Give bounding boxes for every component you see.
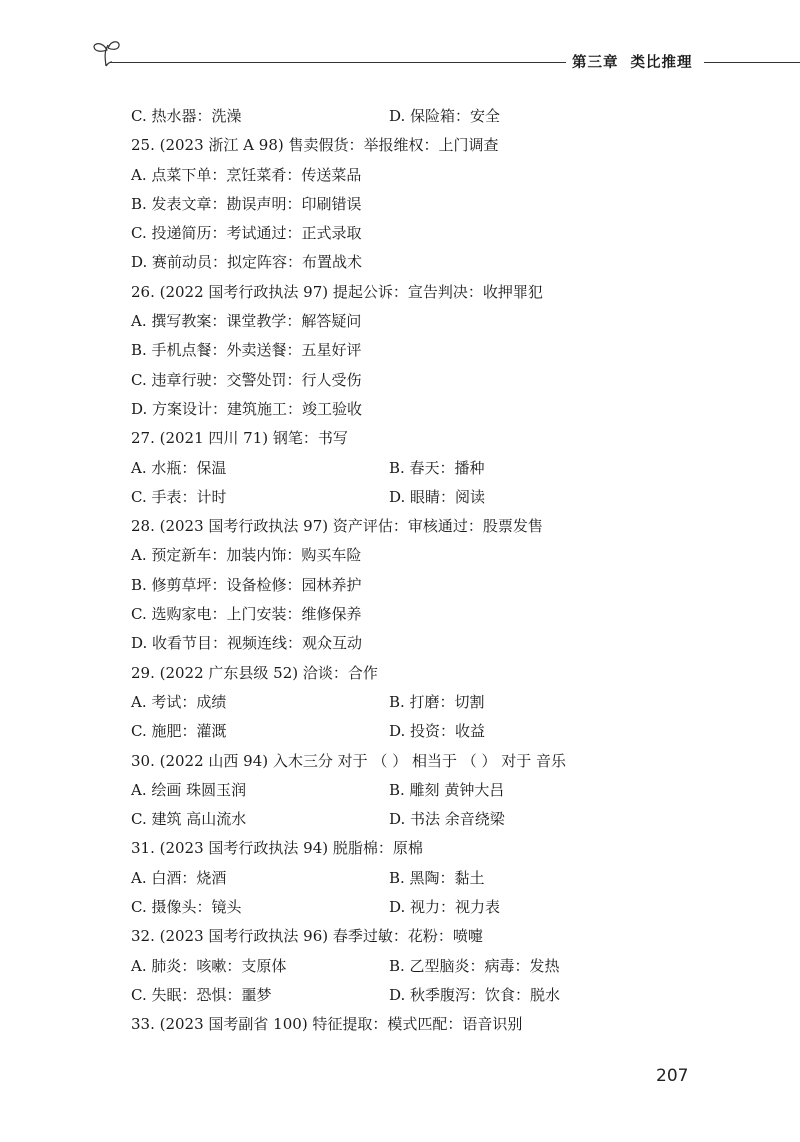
option-line: B. 手机点餐：外卖送餐：五星好评 (131, 341, 362, 360)
question-stem: 29. (2022 广东县级 52) 洽谈：合作 (131, 663, 378, 682)
question-stem: 26. (2022 国考行政执法 97) 提起公诉：宣告判决：收押罪犯 (131, 282, 543, 301)
option-line: B. 发表文章：勘误声明：印刷错误 (131, 194, 362, 213)
option-row (131, 776, 711, 805)
option-right: D. 视力：视力表 (389, 898, 501, 917)
option-right: D. 投资：收益 (389, 722, 486, 741)
option-right: D. 秋季腹泻：饮食：脱水 (389, 985, 561, 1004)
chapter-heading (566, 51, 699, 72)
option-row (131, 688, 711, 717)
header-rule-left (110, 62, 638, 63)
option-right: B. 黑陶：黏土 (389, 868, 485, 887)
question-stem: 30. (2022 山西 94) 入木三分 对于 （ ） 相当于 （ ） 对于 音乐 (131, 751, 567, 770)
option-left: A. 考试：成绩 (131, 692, 227, 711)
option-left: A. 白酒：烧酒 (131, 868, 227, 887)
option-left: A. 肺炎：咳嗽：支原体 (131, 956, 287, 975)
option-right: B. 打磨：切割 (389, 692, 485, 711)
option-line: C. 违章行驶：交警处罚：行人受伤 (131, 370, 362, 389)
option-line: D. 赛前动员：拟定阵容：布置战术 (131, 253, 363, 272)
option-left: C. 建筑 高山流水 (131, 810, 247, 829)
option-row (131, 864, 711, 893)
question-list (131, 102, 711, 1040)
header-rule-right (704, 62, 800, 63)
option-row (131, 454, 711, 483)
option-right: B. 乙型脑炎：病毒：发热 (389, 956, 560, 975)
option-row (131, 981, 711, 1010)
option-line: D. 方案设计：建筑施工：竣工验收 (131, 399, 363, 418)
option-line: B. 修剪草坪：设备检修：园林养护 (131, 575, 362, 594)
sprout-icon (88, 36, 128, 72)
option-right: D. 书法 余音绕梁 (389, 810, 505, 829)
question-stem: 28. (2023 国考行政执法 97) 资产评估：审核通过：股票发售 (131, 517, 543, 536)
option-line: C. 选购家电：上门安装：维修保养 (131, 605, 362, 624)
option-line: A. 点菜下单：烹饪菜肴：传送菜品 (131, 165, 362, 184)
option-row (131, 952, 711, 981)
option-row (131, 805, 711, 834)
option-left: A. 绘画 珠圆玉润 (131, 780, 247, 799)
option-line: A. 撰写教案：课堂教学：解答疑问 (131, 312, 362, 331)
option-left: C. 失眠：恐惧：噩梦 (131, 985, 272, 1004)
question-stem: 33. (2023 国考副省 100) 特征提取：模式匹配：语音识别 (131, 1015, 523, 1034)
chapter-title: 类比推理 (630, 55, 693, 71)
option-row (131, 483, 711, 512)
option-right: D. 保险箱：安全 (389, 107, 501, 125)
option-row (131, 102, 711, 131)
option-left: C. 施肥：灌溉 (131, 722, 227, 741)
option-right: B. 雕刻 黄钟大吕 (389, 780, 505, 799)
chapter-number: 第三章 (572, 55, 619, 71)
question-stem: 27. (2021 四川 71) 钢笔：书写 (131, 429, 348, 448)
option-row (131, 717, 711, 746)
option-line: A. 预定新车：加装内饰：购买车险 (131, 546, 362, 565)
option-right: D. 眼睛：阅读 (389, 487, 486, 506)
option-left: C. 手表：计时 (131, 487, 227, 506)
option-row (131, 893, 711, 922)
page-header (88, 36, 800, 76)
option-line: D. 收看节目：视频连线：观众互动 (131, 634, 363, 653)
option-left: C. 摄像头：镜头 (131, 898, 242, 917)
option-line: C. 投递简历：考试通过：正式录取 (131, 224, 362, 243)
question-stem: 32. (2023 国考行政执法 96) 春季过敏：花粉：喷嚏 (131, 927, 483, 946)
option-right: B. 春天：播种 (389, 458, 485, 477)
option-left: A. 水瓶：保温 (131, 458, 227, 477)
option-left: C. 热水器：洗澡 (131, 107, 242, 125)
page-number: 207 (656, 1066, 689, 1086)
question-stem: 25. (2023 浙江 A 98) 售卖假货：举报维权：上门调查 (131, 136, 499, 155)
question-stem: 31. (2023 国考行政执法 94) 脱脂棉：原棉 (131, 839, 423, 858)
